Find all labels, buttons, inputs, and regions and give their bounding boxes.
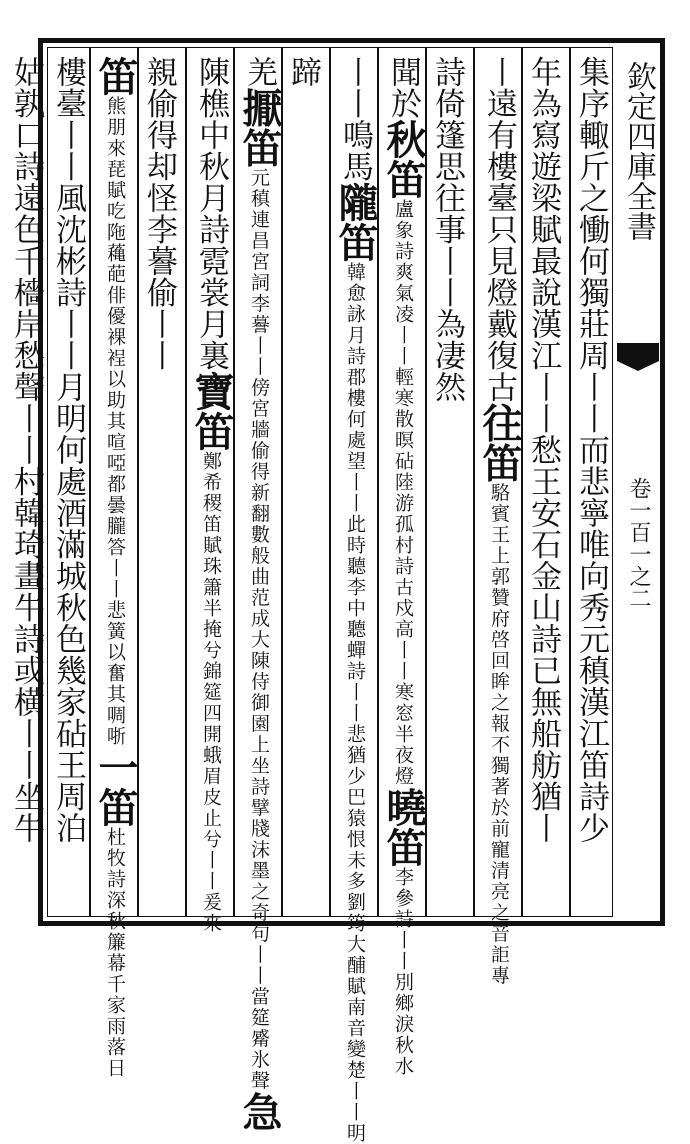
text-column-12: 樓臺丨丨風沈彬詩丨丨月明何處酒滿城秋色幾家砧王周泊 bbox=[50, 56, 86, 844]
entry-heading: 秋笛 bbox=[380, 119, 427, 199]
annotation-text: 熊朋來琵賦吃陁蘒葩俳優裸裎以助其喧啞都曇朧答丨丨悲簧以奮其啁哳 bbox=[104, 96, 126, 747]
text-column-13: 姑孰口詩遠色千檣岸愁聲丨丨村韓琦畫牛詩或横丨丨坐牛 bbox=[8, 56, 44, 844]
column-rule bbox=[233, 48, 235, 916]
text-column-1: 集序輙斤之慟何獨莊周丨丨而悲寧唯向秀元稹漢江笛詩少 bbox=[573, 56, 609, 844]
column-text: 丨丨鳴馬 bbox=[337, 56, 373, 182]
column-rule bbox=[377, 48, 379, 916]
annotation-text: 韓愈詠月詩郡樓何處望丨丨此時聽李中聽蟬詩丨丨悲猶少巴猿恨未多劉筠大酺賦南音變楚丨丨明 bbox=[344, 262, 366, 1144]
page-margin-column bbox=[617, 47, 659, 917]
text-column-6 bbox=[332, 56, 379, 1144]
annotation-text: 李參詩丨丨別鄉淚秋水 bbox=[392, 867, 414, 1077]
entry-heading: 一笛 bbox=[92, 747, 139, 827]
text-column-2: 年為寫遊梁賦最說漢江丨丨愁王安石金山詩已無船舫猶丨 bbox=[525, 56, 561, 844]
text-column-4: 詩倚篷思往事丨丨為凄然 bbox=[429, 56, 465, 403]
annotation-text: 元稹連昌宮詞李謩丨丨傍宮牆偷得新翻數般曲范成大陳侍御園上坐詩擘牋沫墨之奇句丨丨當筵觱氷聲 bbox=[248, 167, 270, 1092]
column-rule bbox=[473, 48, 475, 916]
entry-heading: 擫笛 bbox=[236, 87, 283, 168]
entry-heading: 曉笛 bbox=[380, 787, 427, 867]
column-text: 陳樵中秋月詩霓裳月裏 bbox=[193, 56, 229, 371]
annotation-text: 鄭希稷笛賦珠簫半掩兮錦筵四開蛾眉皮止兮丨丨爰來 bbox=[200, 451, 222, 934]
annotation-text: 杜牧詩深秋簾幕千家雨落日 bbox=[104, 827, 126, 1079]
column-text: 聞於 bbox=[385, 56, 421, 119]
column-rule bbox=[329, 48, 331, 916]
column-text: 羌 bbox=[241, 56, 277, 88]
entry-heading: 隴笛 bbox=[332, 182, 379, 262]
book-title: 欽定四庫全書 bbox=[621, 61, 656, 241]
text-column-7: 蹄 bbox=[285, 56, 321, 88]
entry-heading: 寶笛 bbox=[188, 371, 235, 451]
annotation-text: 盧象詩爽氣凌丨丨輕寒散暝砧陸游孤村詩古戍高丨丨寒窓半夜燈 bbox=[392, 199, 414, 787]
text-column-8 bbox=[236, 56, 283, 1132]
column-rule bbox=[185, 48, 187, 916]
column-rule bbox=[281, 48, 283, 916]
fishtail-mark bbox=[617, 343, 659, 361]
entry-heading: 笛 bbox=[92, 56, 139, 96]
entry-heading: 往笛 bbox=[476, 402, 523, 483]
text-column-10: 親偷得却怪李謩偷丨丨 bbox=[141, 56, 177, 371]
text-column-9 bbox=[188, 56, 235, 934]
entry-heading: 急 bbox=[236, 1091, 283, 1132]
annotation-text: 駱賓王上郭贊府啓回眸之報不獨著於前寵清亮之音詎專 bbox=[488, 482, 510, 987]
column-rule bbox=[569, 48, 571, 916]
column-text: 丨遠有樓臺只見燈戴復古 bbox=[481, 56, 517, 403]
text-column-3 bbox=[476, 56, 523, 987]
column-rule bbox=[89, 48, 91, 916]
text-column-11 bbox=[92, 56, 139, 1079]
text-column-5 bbox=[380, 56, 427, 1077]
volume-label: 卷一百一之二 bbox=[626, 477, 651, 609]
